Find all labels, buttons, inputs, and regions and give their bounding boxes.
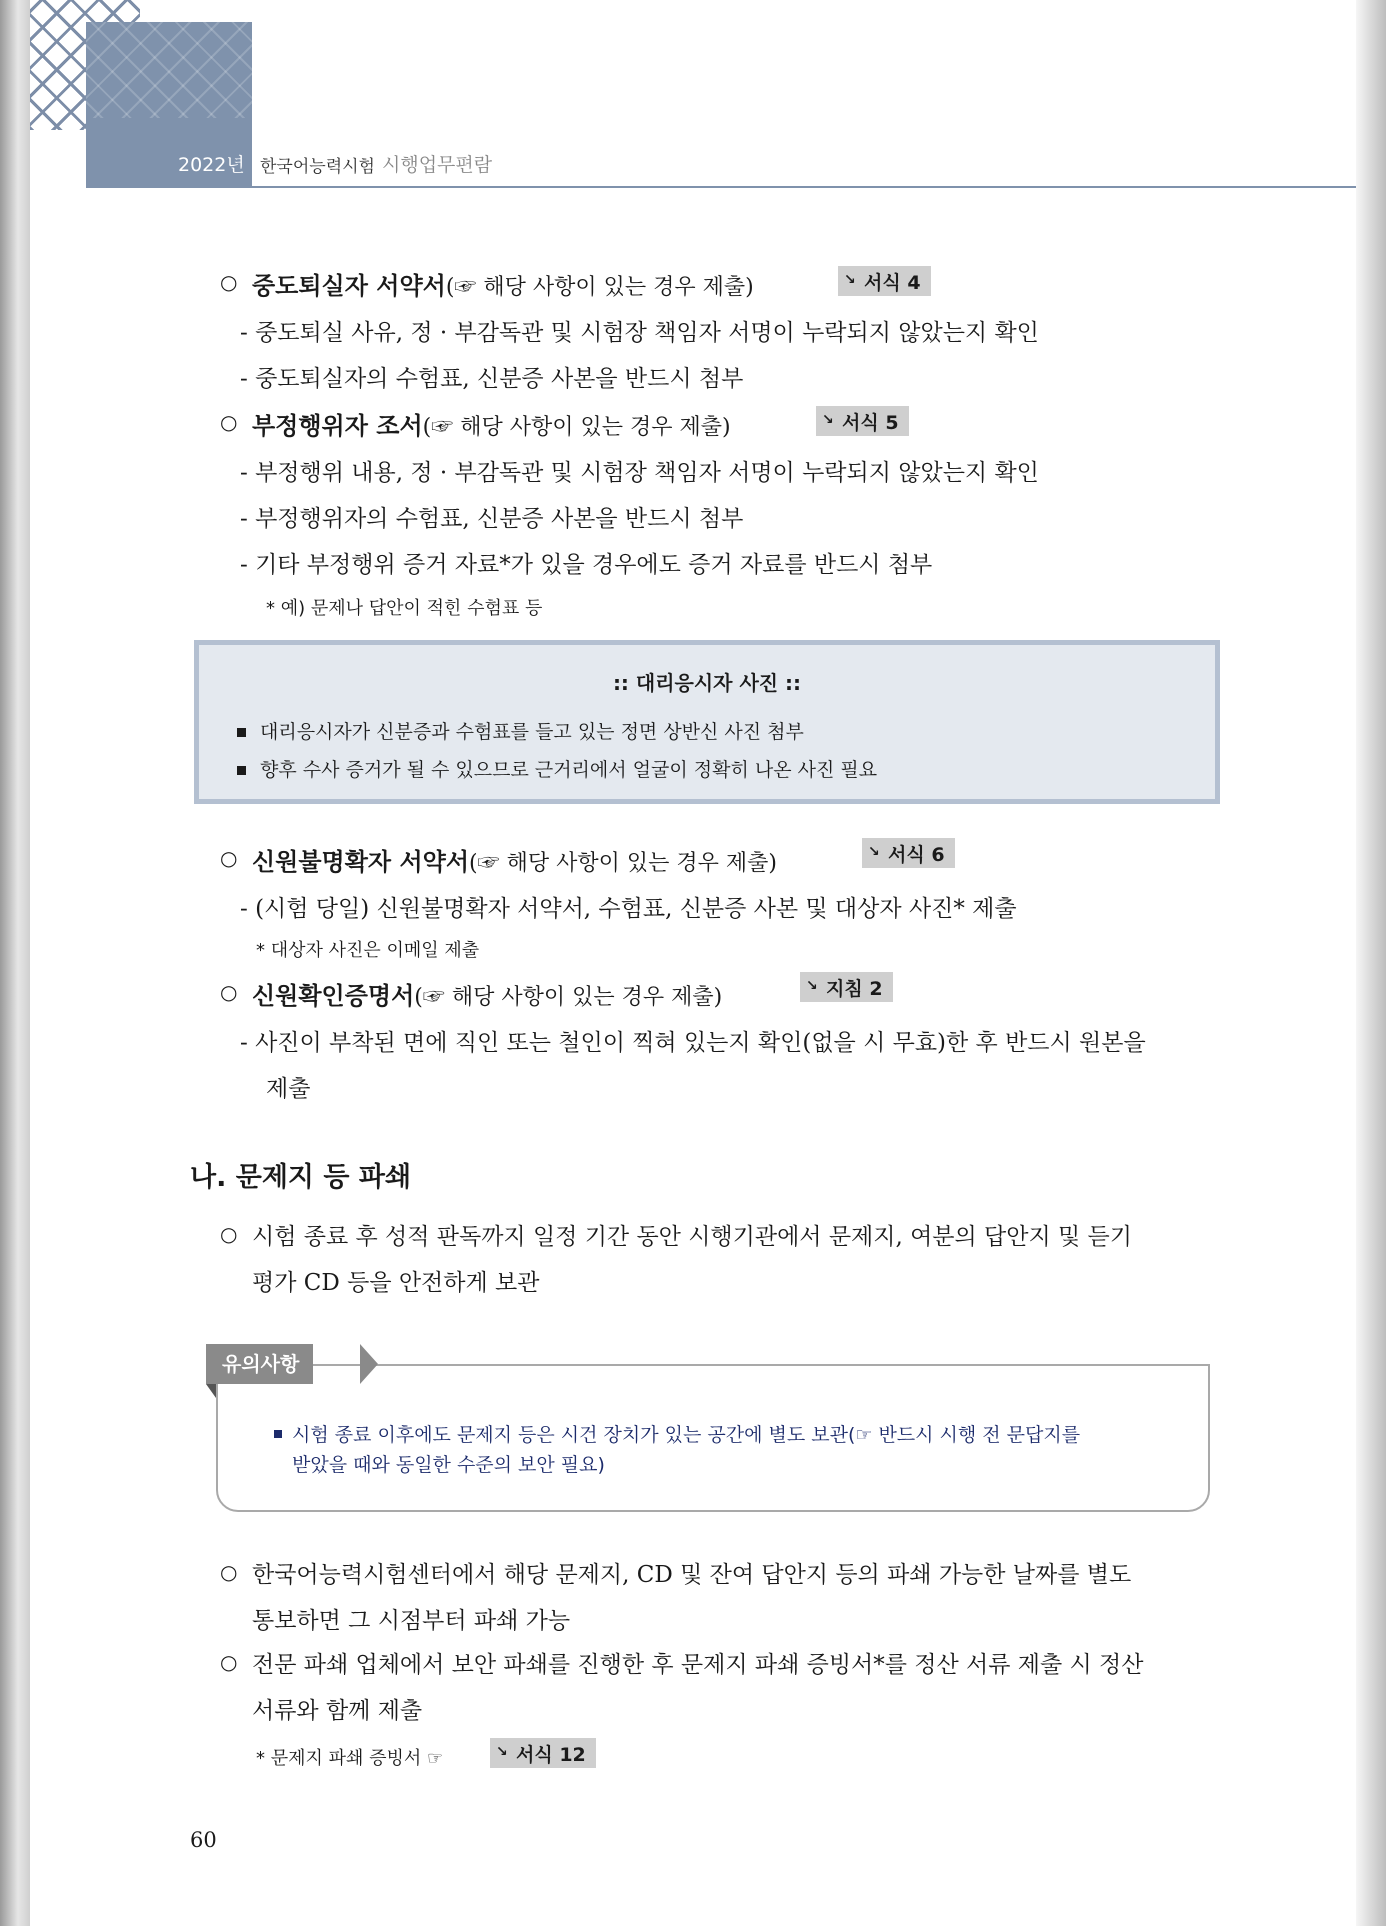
item-title: 신원불명확자 서약서 [252, 848, 470, 876]
arrow-icon: ↘ [868, 844, 880, 860]
paragraph-line: 전문 파쇄 업체에서 보안 파쇄를 진행한 후 문제지 파쇄 증빙서*를 정산 서류 제출 시 정산 [252, 1652, 1144, 1678]
square-bullet-icon [274, 1430, 282, 1438]
item-heading [252, 842, 777, 877]
guideline-tag [800, 972, 893, 1002]
bullet-circle: ○ [220, 980, 238, 1004]
guideline-tag-label: 지침 2 [826, 978, 883, 1000]
document-page [30, 0, 1356, 1926]
form-tag-label: 서식 5 [842, 412, 899, 434]
header-rule [252, 186, 1356, 188]
info-item-text: 대리응시자가 신분증과 수험표를 들고 있는 정면 상반신 사진 첨부 [260, 721, 804, 743]
item-line: - 중도퇴실 사유, 정 · 부감독관 및 시험장 책임자 서명이 누락되지 않았는지 확인 [240, 320, 1039, 346]
item-title: 중도퇴실자 서약서 [252, 272, 446, 300]
info-box [194, 640, 1220, 804]
item-note: (☞ 해당 사항이 있는 경우 제출) [422, 415, 731, 440]
caution-line: 시험 종료 이후에도 문제지 등은 시건 장치가 있는 공간에 별도 보관(☞ 반드시 시행 전 문답지를 [292, 1424, 1081, 1446]
item-line: - 기타 부정행위 증거 자료*가 있을 경우에도 증거 자료를 반드시 첨부 [240, 552, 933, 578]
footnote: * 문제지 파쇄 증빙서 ☞ [256, 1748, 444, 1769]
paragraph-line: 평가 CD 등을 안전하게 보관 [252, 1270, 540, 1296]
footnote: * 예) 문제나 답안이 적힌 수험표 등 [266, 598, 543, 619]
footnote: * 대상자 사진은 이메일 제출 [256, 940, 480, 961]
page-edge-right [1356, 0, 1386, 1926]
info-box-title: :: 대리응시자 사진 :: [612, 671, 802, 695]
item-heading [252, 266, 754, 301]
form-tag-label: 서식 6 [888, 844, 945, 866]
item-note: (☞ 해당 사항이 있는 경우 제출) [469, 851, 777, 876]
item-line: - (시험 당일) 신원불명확자 서약서, 수험표, 신분증 사본 및 대상자 사진* 제출 [240, 896, 1017, 922]
paragraph-line: 서류와 함께 제출 [252, 1698, 423, 1724]
bullet-circle: ○ [220, 1650, 238, 1674]
caution-tab-arrow [360, 1344, 378, 1384]
item-heading [252, 976, 722, 1011]
form-tag [490, 1738, 596, 1768]
header-year: 2022년 [178, 154, 245, 176]
paragraph-line: 통보하면 그 시점부터 파쇄 가능 [252, 1608, 571, 1634]
item-note: (☞ 해당 사항이 있는 경우 제출) [445, 275, 754, 300]
item-note: (☞ 해당 사항이 있는 경우 제출) [414, 985, 723, 1010]
form-tag [862, 838, 955, 868]
form-tag [816, 406, 909, 436]
paragraph-line: 시험 종료 후 성적 판독까지 일정 기간 동안 시행기관에서 문제지, 여분의 답안지 및 듣기 [252, 1224, 1132, 1250]
arrow-icon: ↘ [844, 272, 856, 288]
section-title: 나. 문제지 등 파쇄 [190, 1162, 412, 1193]
header-title: 한국어능력시험 [260, 157, 375, 177]
item-title: 부정행위자 조서 [252, 412, 423, 440]
item-heading [252, 406, 731, 441]
bullet-circle: ○ [220, 270, 238, 294]
caution-tab: 유의사항 [206, 1344, 313, 1384]
arrow-icon: ↘ [822, 412, 834, 428]
item-line-continued: 제출 [266, 1076, 311, 1102]
paragraph-line: 한국어능력시험센터에서 해당 문제지, CD 및 잔여 답안지 등의 파쇄 가능한 날짜를 별도 [252, 1562, 1132, 1588]
info-item-text: 향후 수사 증거가 될 수 있으므로 근거리에서 얼굴이 정확히 나온 사진 필요 [260, 759, 878, 781]
bullet-circle: ○ [220, 846, 238, 870]
item-line: - 사진이 부착된 면에 직인 또는 철인이 찍혀 있는지 확인(없을 시 무효)한 후 반드시 원본을 [240, 1030, 1146, 1056]
bullet-circle: ○ [220, 1222, 238, 1246]
form-tag-label: 서식 4 [864, 272, 921, 294]
square-bullet-icon [237, 766, 246, 775]
info-item [237, 755, 877, 782]
caution-line: 받았을 때와 동일한 수준의 보안 필요) [292, 1454, 605, 1476]
item-line: - 중도퇴실자의 수험표, 신분증 사본을 반드시 첨부 [240, 366, 744, 392]
bullet-circle: ○ [220, 410, 238, 434]
square-bullet-icon [237, 728, 246, 737]
caution-tab-fold [206, 1384, 216, 1398]
bullet-circle: ○ [220, 1560, 238, 1584]
form-tag [838, 266, 931, 296]
page-number: 60 [190, 1828, 217, 1852]
item-title: 신원확인증명서 [252, 982, 415, 1010]
arrow-icon: ↘ [806, 978, 818, 994]
form-tag-label: 서식 12 [516, 1744, 586, 1766]
arrow-icon: ↘ [496, 1744, 508, 1760]
info-item [237, 717, 804, 744]
item-line: - 부정행위 내용, 정 · 부감독관 및 시험장 책임자 서명이 누락되지 않았는지 확인 [240, 460, 1039, 486]
item-line: - 부정행위자의 수험표, 신분증 사본을 반드시 첨부 [240, 506, 744, 532]
header-subtitle: 시행업무편람 [382, 154, 493, 176]
page-edge-left [0, 0, 30, 1926]
